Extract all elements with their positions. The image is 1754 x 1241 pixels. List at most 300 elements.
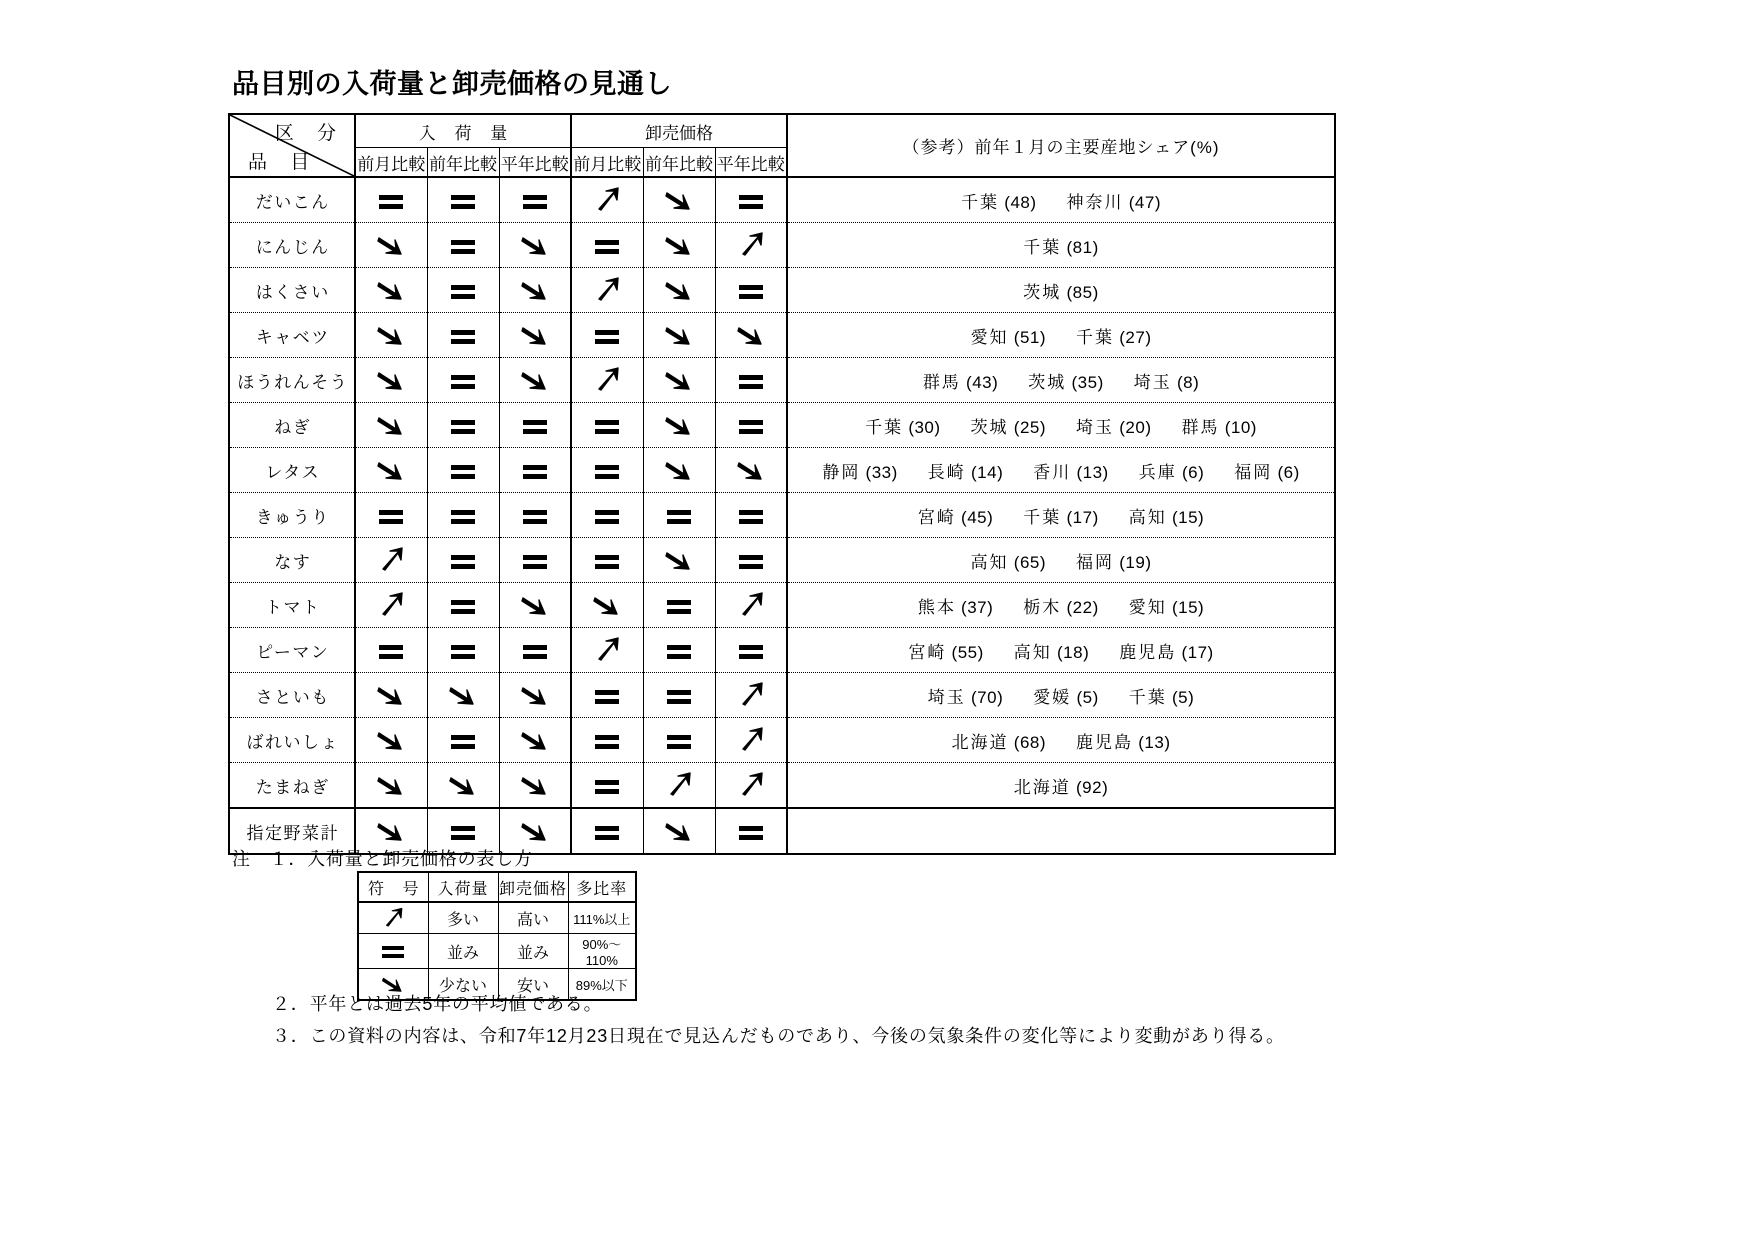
equals-symbol-icon [446,230,480,260]
corner-hinmoku-label: 品 目 [248,152,319,173]
region-share-entry [1129,688,1195,707]
comparison-symbol-cell [355,538,427,583]
region-name: 高知 [1013,642,1052,662]
forecast-table [228,113,1336,855]
comparison-symbol-cell [427,538,499,583]
region-name: 宮崎 [917,507,956,527]
comparison-symbol-cell [571,808,643,854]
equals-symbol-icon [662,500,696,530]
comparison-symbol-cell [643,268,715,313]
region-share-cell [787,493,1335,538]
legend-symbol-cell [358,902,428,934]
legend-header-ratio: 多比率 [568,872,636,902]
comparison-symbol-cell [571,538,643,583]
comparison-symbol-cell [355,358,427,403]
table-row [229,538,1335,583]
region-name: 茨城 [970,417,1009,437]
subheader-shipment-prev-month: 前月比較 [355,148,427,178]
table-row [229,268,1335,313]
comparison-symbol-cell [427,448,499,493]
arrow-up-right-symbol-icon [590,275,624,305]
legend-header-shipment: 入荷量 [428,872,498,902]
arrow-down-right-symbol-icon [374,365,408,395]
arrow-down-right-symbol-icon [374,770,408,800]
equals-symbol-icon [446,320,480,350]
equals-symbol-icon [518,410,552,440]
arrow-down-right-symbol-icon [662,410,696,440]
region-share-entry [1076,328,1151,347]
page-title: 品目別の入荷量と卸売価格の見通し [232,69,672,99]
comparison-symbol-cell [355,313,427,358]
comparison-symbol-cell [643,223,715,268]
equals-symbol-icon [590,770,624,800]
region-name: 愛知 [1128,597,1167,617]
region-share-value: (65) [1008,552,1047,572]
comparison-symbol-cell [499,448,571,493]
comparison-symbol-cell [571,268,643,313]
region-share-entry [1023,508,1098,527]
table-row [229,313,1335,358]
region-name: 茨城 [1023,282,1062,302]
region-share-entry [1023,598,1098,617]
arrow-down-right-symbol-icon [662,185,696,215]
comparison-symbol-cell [499,718,571,763]
region-share-entry [1129,508,1204,527]
equals-symbol-icon [590,230,624,260]
arrow-down-right-symbol-icon [446,680,480,710]
comparison-symbol-cell [499,628,571,673]
region-share-value: (5) [1071,687,1099,707]
legend-header-price: 卸売価格 [498,872,568,902]
equals-symbol-icon [446,365,480,395]
comparison-symbol-cell [643,358,715,403]
comparison-symbol-cell [427,763,499,809]
comparison-symbol-cell [355,268,427,313]
comparison-symbol-cell [715,718,787,763]
comparison-symbol-cell [715,538,787,583]
arrow-up-right-symbol-icon [590,185,624,215]
item-name-cell: たまねぎ [229,763,355,809]
comparison-symbol-cell [355,718,427,763]
arrow-up-right-symbol-icon [374,545,408,575]
legend-price-cell: 高い [498,902,568,934]
region-share-entry [1067,193,1161,212]
table-row [229,763,1335,809]
comparison-symbol-cell [427,718,499,763]
region-name: 愛媛 [1033,687,1072,707]
region-name: 熊本 [917,597,956,617]
table-row [229,493,1335,538]
arrow-down-right-symbol-icon [446,770,480,800]
region-name: 鹿児島 [1119,642,1177,662]
region-name: 福岡 [1076,552,1115,572]
region-share-entry [1023,238,1098,257]
region-share-entry [1234,463,1300,482]
region-share-entry [1076,553,1151,572]
region-share-cell [787,583,1335,628]
arrow-down-right-symbol-icon [374,680,408,710]
equals-symbol-icon [374,500,408,530]
arrow-down-right-symbol-icon [374,410,408,440]
comparison-symbol-cell [499,763,571,809]
equals-symbol-icon [446,410,480,440]
arrow-down-right-symbol-icon [374,816,408,846]
legend-price-cell: 並み [498,934,568,969]
region-share-value: (19) [1114,552,1152,572]
comparison-symbol-cell [715,177,787,223]
comparison-symbol-cell [715,493,787,538]
region-share-value: (70) [965,687,1004,707]
region-share-value: (18) [1051,642,1090,662]
region-share-cell [787,358,1335,403]
arrow-up-right-symbol-icon [734,590,768,620]
comparison-symbol-cell [571,358,643,403]
region-share-value: (17) [1061,507,1099,527]
equals-symbol-icon [446,635,480,665]
comparison-symbol-cell [427,403,499,448]
comparison-symbol-cell [499,493,571,538]
header-group-price: 卸売価格 [571,114,787,148]
comparison-symbol-cell [427,583,499,628]
equals-symbol-icon [734,365,768,395]
comparison-symbol-cell [355,448,427,493]
region-share-value: (13) [1071,462,1109,482]
region-name: 宮崎 [908,642,947,662]
equals-symbol-icon [374,635,408,665]
comparison-symbol-cell [643,718,715,763]
item-name-cell: レタス [229,448,355,493]
region-name: 埼玉 [1076,417,1115,437]
equals-symbol-icon [590,680,624,710]
note-3: ３．この資料の内容は、令和7年12月23日現在で見込んだものであり、今後の気象条件の変化等により変動があり得る。 [272,1026,1285,1046]
comparison-symbol-cell [499,583,571,628]
equals-symbol-icon [662,725,696,755]
arrow-down-right-symbol-icon [518,770,552,800]
comparison-symbol-cell [355,493,427,538]
comparison-symbol-cell [715,358,787,403]
arrow-down-right-symbol-icon [374,320,408,350]
comparison-symbol-cell [643,628,715,673]
region-share-entry [1129,598,1204,617]
region-share-entry [865,418,940,437]
legend-price-cell: 安い [498,969,568,1001]
item-name-cell: 指定野菜計 [229,808,355,854]
legend-body [358,902,636,1000]
region-share-entry [952,733,1046,752]
comparison-symbol-cell [571,448,643,493]
equals-symbol-icon [446,590,480,620]
region-share-value: (6) [1272,462,1300,482]
region-share-cell [787,808,1335,854]
comparison-symbol-cell [571,583,643,628]
comparison-symbol-cell [643,313,715,358]
region-name: 埼玉 [927,687,966,707]
legend-ratio-cell: 90%〜110% [568,934,636,969]
region-share-value: (55) [946,642,984,662]
equals-symbol-icon [446,816,480,846]
comparison-symbol-cell [499,313,571,358]
region-share-entry [923,373,998,392]
region-share-entry [1119,643,1213,662]
equals-symbol-icon [734,545,768,575]
region-share-value: (27) [1114,327,1152,347]
equals-symbol-icon [590,500,624,530]
equals-symbol-icon [662,680,696,710]
region-share-value: (20) [1114,417,1152,437]
region-share-entry [928,463,1003,482]
equals-symbol-icon [518,500,552,530]
comparison-symbol-cell [499,223,571,268]
arrow-down-right-symbol-icon [374,455,408,485]
region-share-cell [787,718,1335,763]
arrow-down-right-symbol-icon [734,455,768,485]
arrow-down-right-symbol-icon [374,230,408,260]
arrow-up-right-symbol-icon [590,635,624,665]
arrow-up-right-symbol-icon [734,725,768,755]
comparison-symbol-cell [571,763,643,809]
item-name-cell: きゅうり [229,493,355,538]
arrow-down-right-symbol-icon [734,320,768,350]
comparison-symbol-cell [715,403,787,448]
equals-symbol-icon [518,185,552,215]
arrow-up-right-symbol-icon [590,365,624,395]
comparison-symbol-cell [715,223,787,268]
region-name: 福岡 [1234,462,1273,482]
equals-symbol-icon [446,725,480,755]
arrow-down-right-symbol-icon [374,275,408,305]
region-share-entry [918,508,993,527]
arrow-down-right-symbol-icon [518,590,552,620]
region-share-value: (8) [1171,372,1200,392]
equals-symbol-icon [378,939,408,963]
comparison-symbol-cell [355,223,427,268]
legend-ratio-cell: 89%以下 [568,969,636,1001]
arrow-up-right-symbol-icon [734,680,768,710]
region-share-entry [1014,643,1089,662]
comparison-symbol-cell [643,763,715,809]
equals-symbol-icon [518,545,552,575]
legend-row [358,902,636,934]
region-share-value: (48) [999,192,1037,212]
region-share-entry [1023,283,1098,302]
arrow-down-right-symbol-icon [518,680,552,710]
region-share-value: (15) [1166,597,1205,617]
equals-symbol-icon [590,320,624,350]
region-name: 群馬 [1181,417,1220,437]
header-reference-share: （参考）前年１月の主要産地シェア(%) [787,114,1335,177]
comparison-symbol-cell [499,403,571,448]
comparison-symbol-cell [355,628,427,673]
comparison-symbol-cell [643,177,715,223]
region-name: 群馬 [922,372,961,392]
region-share-cell [787,628,1335,673]
comparison-symbol-cell [643,673,715,718]
subheader-price-normal-year: 平年比較 [715,148,787,178]
comparison-symbol-cell [427,313,499,358]
item-name-cell: なす [229,538,355,583]
arrow-down-right-symbol-icon [518,816,552,846]
comparison-symbol-cell [715,763,787,809]
note-1: 注 １．入荷量と卸売価格の表し方 [232,849,533,869]
legend-shipment-cell: 多い [428,902,498,934]
comparison-symbol-cell [643,583,715,628]
region-share-value: (22) [1061,597,1099,617]
region-share-entry [1033,688,1099,707]
region-share-entry [918,598,993,617]
table-row [229,628,1335,673]
region-name: 千葉 [865,417,904,437]
table-row [229,718,1335,763]
legend-header-symbol: 符 号 [358,872,428,902]
comparison-symbol-cell [715,448,787,493]
comparison-symbol-cell [571,718,643,763]
table-header [229,114,1335,177]
comparison-symbol-cell [427,493,499,538]
region-share-cell [787,763,1335,809]
equals-symbol-icon [662,590,696,620]
arrow-up-right-symbol-icon [662,770,696,800]
region-share-cell [787,313,1335,358]
region-name: 千葉 [961,192,1000,212]
region-name: 静岡 [822,462,861,482]
region-name: 兵庫 [1138,462,1177,482]
table-row [229,583,1335,628]
arrow-down-right-symbol-icon [662,816,696,846]
equals-symbol-icon [734,500,768,530]
item-name-cell: ほうれんそう [229,358,355,403]
region-share-value: (47) [1123,192,1161,212]
comparison-symbol-cell [643,403,715,448]
arrow-up-right-symbol-icon [374,590,408,620]
arrow-up-right-symbol-icon [734,230,768,260]
table-row [229,223,1335,268]
comparison-symbol-cell [571,177,643,223]
region-share-entry [908,643,983,662]
region-share-value: (10) [1219,417,1257,437]
comparison-symbol-cell [715,673,787,718]
subheader-price-prev-month: 前月比較 [571,148,643,178]
comparison-symbol-cell [715,313,787,358]
item-name-cell: ねぎ [229,403,355,448]
region-share-entry [971,418,1046,437]
item-name-cell: キャベツ [229,313,355,358]
region-share-entry [1182,418,1257,437]
arrow-up-right-symbol-icon [378,906,408,930]
comparison-symbol-cell [355,177,427,223]
comparison-symbol-cell [499,268,571,313]
region-share-value: (51) [1008,327,1047,347]
region-name: 高知 [1128,507,1167,527]
comparison-symbol-cell [355,583,427,628]
subheader-price-prev-year: 前年比較 [643,148,715,178]
comparison-symbol-cell [643,448,715,493]
equals-symbol-icon [374,185,408,215]
item-name-cell: トマト [229,583,355,628]
region-share-value: (35) [1066,372,1104,392]
equals-symbol-icon [734,275,768,305]
comparison-symbol-cell [643,808,715,854]
equals-symbol-icon [590,455,624,485]
equals-symbol-icon [734,185,768,215]
region-name: 千葉 [1128,687,1167,707]
comparison-symbol-cell [499,538,571,583]
region-name: 鹿児島 [1076,732,1134,752]
comparison-symbol-cell [355,403,427,448]
subheader-shipment-normal-year: 平年比較 [499,148,571,178]
equals-symbol-icon [590,410,624,440]
region-share-entry [822,463,897,482]
corner-diagonal-cell [229,114,355,177]
comparison-symbol-cell [715,583,787,628]
arrow-down-right-symbol-icon [662,365,696,395]
comparison-symbol-cell [499,358,571,403]
region-name: 茨城 [1028,372,1067,392]
legend-shipment-cell: 並み [428,934,498,969]
table-row [229,177,1335,223]
region-share-value: (68) [1008,732,1047,752]
legend-header [358,872,636,902]
equals-symbol-icon [446,185,480,215]
region-share-value: (33) [860,462,898,482]
legend-row [358,934,636,969]
legend-shipment-cell: 少ない [428,969,498,1001]
region-name: 埼玉 [1133,372,1172,392]
comparison-symbol-cell [715,808,787,854]
corner-kubun-label: 区 分 [274,123,345,144]
comparison-symbol-cell [427,268,499,313]
subheader-shipment-prev-year: 前年比較 [427,148,499,178]
table-row [229,673,1335,718]
item-name-cell: はくさい [229,268,355,313]
arrow-down-right-symbol-icon [662,455,696,485]
item-name-cell: ピーマン [229,628,355,673]
region-share-entry [971,328,1046,347]
region-share-entry [1139,463,1205,482]
comparison-symbol-cell [427,673,499,718]
region-share-entry [1028,373,1103,392]
item-name-cell: にんじん [229,223,355,268]
region-share-value: (92) [1070,777,1109,797]
equals-symbol-icon [446,275,480,305]
comparison-symbol-cell [499,177,571,223]
arrow-down-right-symbol-icon [518,365,552,395]
table-row [229,448,1335,493]
item-name-cell: ばれいしょ [229,718,355,763]
region-share-cell [787,538,1335,583]
legend-ratio-cell: 111%以上 [568,902,636,934]
region-name: 北海道 [1013,777,1071,797]
comparison-symbol-cell [715,268,787,313]
arrow-down-right-symbol-icon [662,230,696,260]
comparison-symbol-cell [643,493,715,538]
region-share-value: (45) [955,507,994,527]
table-row [229,358,1335,403]
equals-symbol-icon [662,635,696,665]
arrow-down-right-symbol-icon [374,725,408,755]
legend-table-container [357,871,637,1001]
region-name: 高知 [970,552,1009,572]
legend-symbol-cell [358,934,428,969]
region-name: 栃木 [1023,597,1062,617]
equals-symbol-icon [590,725,624,755]
region-share-value: (17) [1176,642,1214,662]
equals-symbol-icon [518,455,552,485]
region-name: 香川 [1033,462,1072,482]
equals-symbol-icon [734,410,768,440]
equals-symbol-icon [590,816,624,846]
arrow-down-right-symbol-icon [518,275,552,305]
comparison-symbol-cell [571,223,643,268]
